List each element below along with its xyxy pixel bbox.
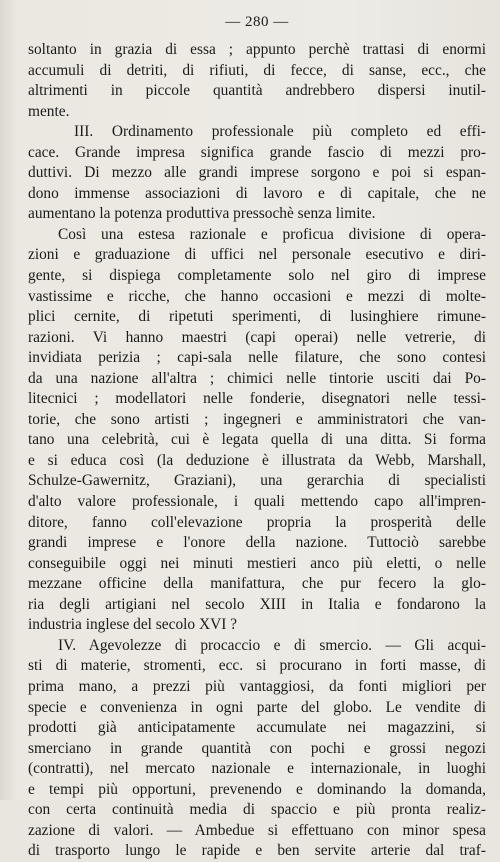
- text-line: litecnici ; modellatori nelle fonderie, disegnatori nelle tessi-: [28, 390, 486, 408]
- text-line: invidiata perizia ; capi-sala nelle filature, che sono contesi: [28, 349, 486, 367]
- text-line: vastissime e ricche, che hanno occasioni e mezzi di molte-: [28, 287, 486, 305]
- paragraph-division-of-labour: [28, 225, 486, 636]
- text-line: accumuli di detriti, di rifiuti, di fecce, di sanse, ecc., che: [28, 61, 486, 79]
- text-line: smerciano in grande quantità con pochi e grossi negozi: [28, 739, 486, 757]
- section-heading-iii: III. Ordinamento professionale più completo ed effi-: [74, 123, 486, 141]
- text-line: ria degli artigiani nel secolo XIII in Italia e fondarono la: [28, 595, 486, 613]
- text-line: industria inglese del secolo XVI ?: [28, 616, 237, 634]
- text-line: dono immense associazioni di lavoro e di capitale, che ne: [28, 184, 486, 202]
- text-line: ditore, fanno coll'elevazione propria la prosperità delle: [28, 513, 486, 531]
- text-line: [28, 122, 486, 143]
- text-line: specie e convenienza in ogni parte del globo. Le vendite di: [28, 698, 486, 716]
- text-line: Così una estesa razionale e proficua divisione di opera-: [58, 225, 486, 243]
- text-line: prodotti già anticipatamente accumulate nei magazzini, si: [28, 719, 486, 737]
- text-line: plici cernite, di ripetuti sperimenti, di lusinghiere rimune-: [28, 308, 486, 326]
- paragraph-section-iii: [28, 122, 486, 225]
- text-line: gente, si dispiega completamente solo nel giro di imprese: [28, 267, 486, 285]
- section-heading-iv: IV. Agevolezze di procaccio e di smercio. — Gli acqui-: [58, 636, 486, 654]
- text-line: e tempi più opportuni, prevenendo e dominando la domanda,: [28, 780, 486, 798]
- text-line: Schulze-Gawernitz, Graziani), una gerarchia di specialisti: [28, 472, 486, 490]
- text-line: aumentano la potenza produttiva pressochè senza limite.: [28, 205, 376, 223]
- text-line: zioni e graduazione di uffici nel personale esecutivo e diri-: [28, 246, 486, 264]
- text-line: mente.: [28, 102, 70, 120]
- text-line: prima mano, a prezzi più vantaggiosi, da fonti migliori per: [28, 677, 486, 695]
- text-line: zazione di valori. — Ambedue si effettuano con minor spesa: [28, 821, 486, 839]
- text-line: soltanto in grazia di essa ; appunto perchè trattasi di enormi: [28, 41, 486, 58]
- text-line: altrimenti in piccole quantità andrebbero dispersi inutil-: [28, 82, 486, 100]
- text-line: mezzane officine della manifattura, che pur fecero la glo-: [28, 575, 486, 593]
- text-line: [28, 636, 486, 657]
- paragraph-continuation: [28, 40, 486, 122]
- text-line: con certa continuità media di spaccio e più pronta realiz-: [28, 801, 486, 819]
- text-line: razioni. Vi hanno maestri (capi operai) nelle vetrerie, di: [28, 328, 486, 346]
- text-line: grandi imprese e l'onore della nazione. Tuttociò sarebbe: [28, 534, 486, 552]
- text-line: d'alto valore professionale, i quali mettendo capo all'impren-: [28, 493, 486, 511]
- text-line: cace. Grande impresa significa grande fascio di mezzi pro-: [28, 143, 486, 161]
- text-line: torie, che sono artisti ; ingegneri e amministratori che van-: [28, 410, 486, 428]
- text-line: sti di materie, stromenti, ecc. si procurano in forti masse, di: [28, 657, 486, 675]
- paragraph-section-iv: [28, 636, 486, 862]
- text-line: e si educa così (la deduzione è illustrata da Webb, Marshall,: [28, 451, 486, 469]
- text-line: di trasporto lungo le rapide e ben servite arterie dal traf-: [28, 842, 486, 860]
- text-line: da una nazione all'altra ; chimici nelle tintorie usciti dai Po-: [28, 369, 486, 387]
- text-line: (contratti), nel mercato nazionale e internazionale, in luoghi: [28, 760, 486, 778]
- page-number: — 280 —: [225, 14, 289, 30]
- text-line: tano una celebrità, cui è legata quella di una ditta. Si forma: [28, 431, 486, 449]
- text-line: duttivi. Di mezzo alle grandi imprese sorgono e poi si espan-: [28, 164, 486, 182]
- text-line: conseguibile oggi nei minuti mestieri anco più eletti, o nelle: [28, 554, 486, 572]
